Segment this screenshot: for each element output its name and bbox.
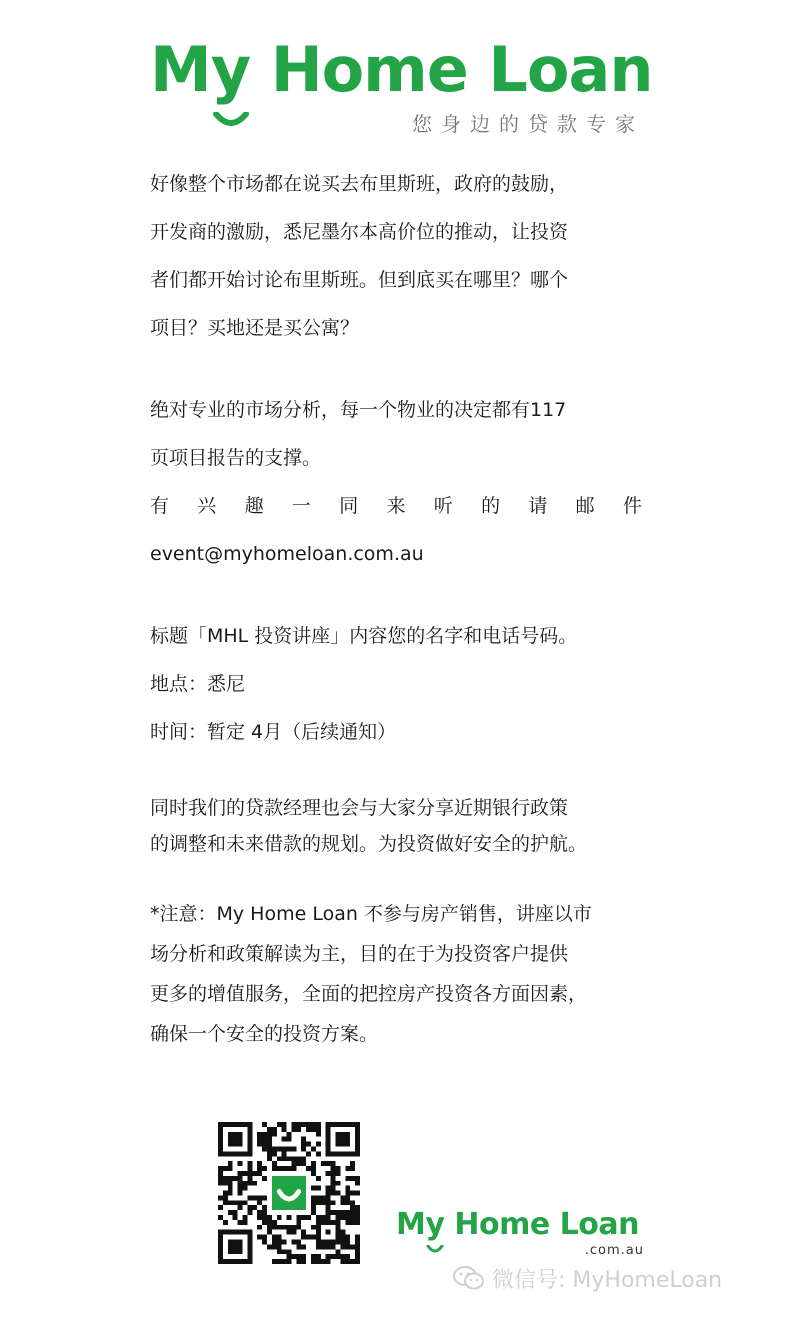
invite-char: 听 [433,495,453,517]
brand-tagline: 您身边的贷款专家 [412,112,644,136]
invite-char: 一 [291,495,311,517]
text-line: 项目？买地还是买公寓？ [150,317,360,339]
paragraph-disclaimer [150,894,645,1054]
wechat-id: 微信号: MyHomeLoan [492,1267,723,1293]
invite-char: 邮 [575,495,595,517]
wechat-watermark [452,1263,722,1293]
smile-icon [213,112,249,126]
invite-char: 件 [622,495,642,517]
text-line: 更多的增值服务，全面的把控房产投资各方面因素， [150,983,588,1005]
brand-wordmark: My Home Loan [150,33,653,106]
paragraph-event-details [150,612,645,756]
text-line: *注意：My Home Loan 不参与房产销售，讲座以市 [150,903,592,925]
text-line: 开发商的激励，悉尼墨尔本高价位的推动，让投资 [150,221,569,243]
signup-invite [150,482,642,530]
article-body [150,160,645,1054]
paragraph-loan-manager [150,790,645,862]
smile-icon [426,1245,444,1253]
event-location: 地点：悉尼 [150,673,246,695]
invite-char: 兴 [197,495,217,517]
invite-char: 请 [528,495,548,517]
text-line: 同时我们的贷款经理也会与大家分享近期银行政策 [150,797,569,819]
text-line: 页项目报告的支撑。 [150,447,322,469]
invite-char: 来 [386,495,406,517]
text-line: 好像整个市场都在说买去布里斯班，政府的鼓励， [150,173,569,195]
wechat-icon [452,1265,486,1291]
qr-code[interactable] [218,1122,360,1264]
text-line: 标题「MHL 投资讲座」内容您的名字和电话号码。 [150,625,578,647]
invite-char: 同 [339,495,359,517]
text-line: 场分析和政策解读为主，目的在于为投资客户提供 [150,943,569,965]
text-line: 确保一个安全的投资方案。 [150,1023,379,1045]
invite-char: 趣 [244,495,264,517]
footer-brand-wordmark: My Home Loan [396,1207,639,1242]
text-line: 的调整和未来借款的规划。为投资做好安全的护航。 [150,833,588,855]
footer-domain: .com.au [584,1243,644,1258]
event-time: 时间：暂定 4月（后续通知） [150,721,397,743]
footer-logo [396,1205,646,1265]
invite-char: 的 [481,495,501,517]
paragraph-intro [150,160,645,352]
header-logo [150,30,653,140]
text-line: 者们都开始讨论布里斯班。但到底买在哪里？哪个 [150,269,569,291]
paragraph-analysis [150,386,645,578]
invite-char: 有 [150,495,170,517]
contact-email[interactable]: event@myhomeloan.com.au [150,543,424,565]
text-line: 绝对专业的市场分析，每一个物业的决定都有117 [150,399,567,421]
